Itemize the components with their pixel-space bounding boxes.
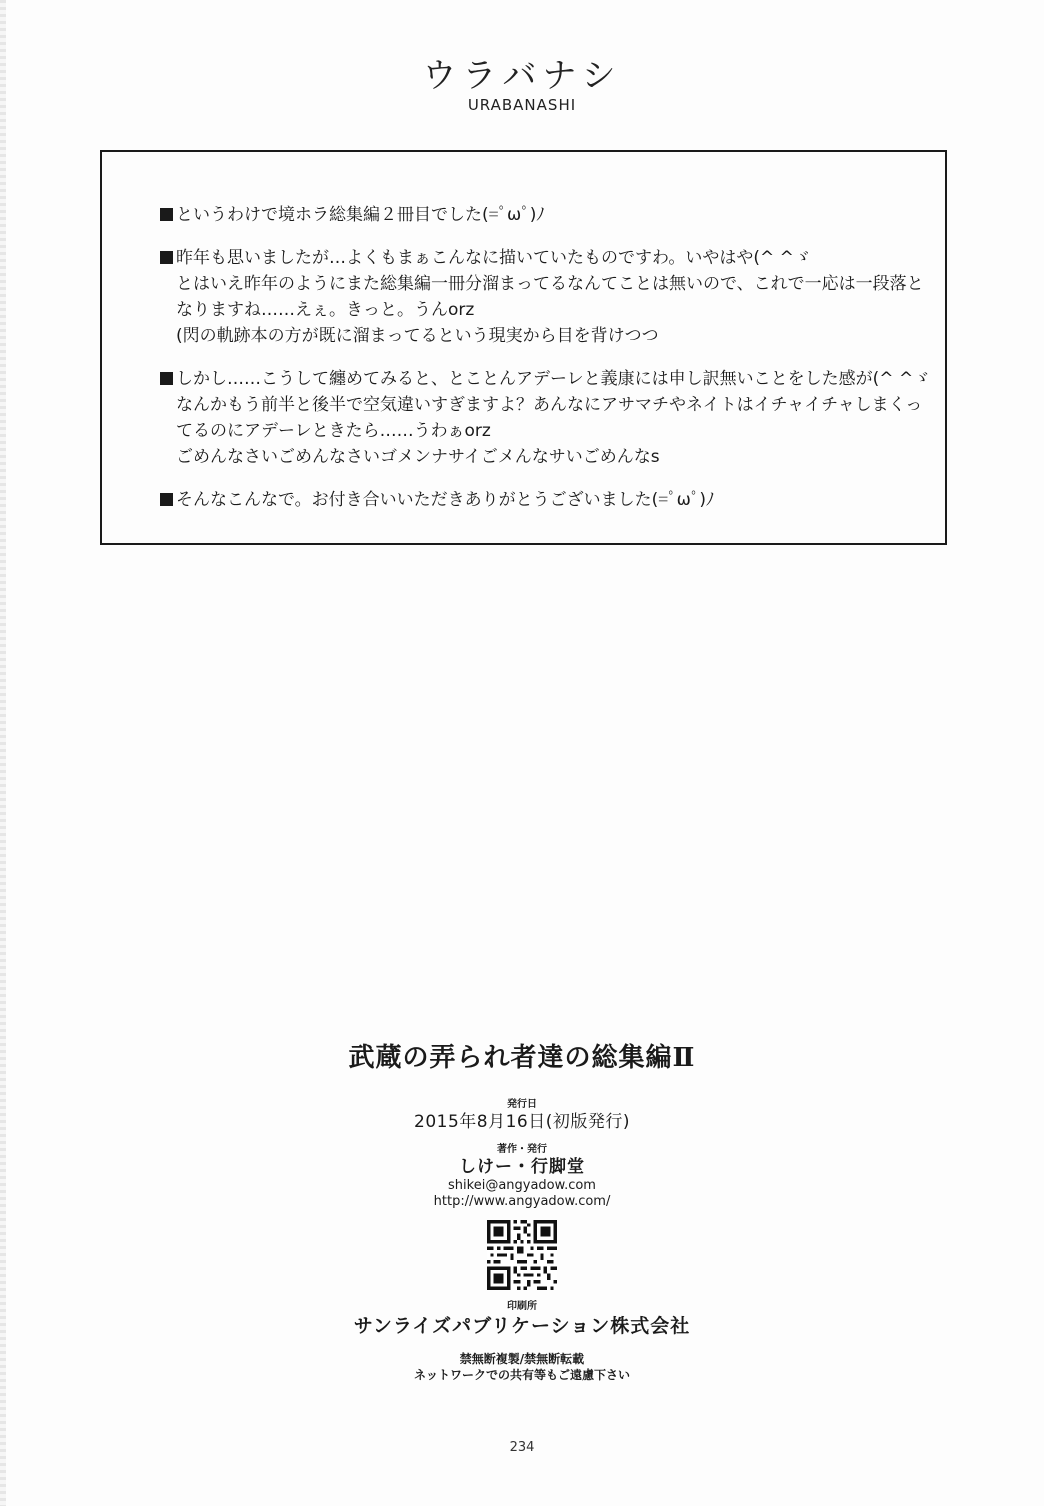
printer-block (0, 1300, 1044, 1339)
afterword-line: 昨年も思いましたが…よくもまぁこんなに描いていたものですわ。いやはや(^ ^ゞ (176, 248, 811, 268)
afterword-item-1 (160, 202, 920, 228)
issue-date: 2015年8月16日(初版発行) (414, 1112, 630, 1132)
afterword-list (160, 202, 931, 530)
afterword-box (100, 150, 947, 545)
afterword-item-2 (160, 245, 924, 349)
page-number: 234 (509, 1440, 535, 1455)
afterword-line: (閃の軌跡本の方が既に溜まってるという現実から目を背けつつ (176, 326, 659, 346)
afterword-line: なりますね……えぇ。きっと。うんorz (176, 300, 475, 320)
header-title-jp: ウラバナシ (422, 56, 622, 96)
afterword-line: しかし……こうして纏めてみると、とことんアデーレと義康には申し訳無いことをした感が(^ ^ゞ (176, 369, 931, 389)
author-email[interactable]: shikei@angyadow.com (448, 1178, 596, 1193)
header (0, 58, 1044, 114)
author-name: しけー・行脚堂 (459, 1157, 585, 1177)
header-title-en: URABANASHI (467, 96, 577, 114)
afterword-line: そんなこんなで。お付き合いいただきありがとうございました(=ﾟωﾟ)ﾉ (176, 490, 715, 510)
issue-block (0, 1098, 1044, 1133)
printer-label: 印刷所 (507, 1301, 537, 1312)
book-title: 武蔵の弄られ者達の総集編Ⅱ (348, 1043, 696, 1073)
notices-block (0, 1351, 1044, 1383)
afterword-line: というわけで境ホラ総集編２冊目でした(=ﾟωﾟ)ﾉ (176, 205, 545, 225)
bullet-square-icon (160, 493, 173, 506)
colophon (0, 1040, 1044, 1383)
bullet-square-icon (160, 372, 173, 385)
printer-name: サンライズパブリケーション株式会社 (353, 1315, 691, 1337)
afterword-item-4 (160, 487, 920, 513)
bullet-square-icon (160, 251, 173, 264)
notice-reproduction: 禁無断複製/禁無断転載 (459, 1352, 585, 1366)
notice-sharing: ネットワークでの共有等もご遠慮下さい (413, 1368, 630, 1382)
afterword-line: てるのにアデーレときたら……うわぁorz (176, 421, 491, 441)
issue-label: 発行日 (507, 1099, 537, 1110)
afterword-item-3 (160, 366, 931, 470)
afterword-line: なんかもう前半と後半で空気違いすぎますよ？あんなにアサマチやネイトはイチャイチャしまくっ (176, 395, 923, 415)
author-url[interactable]: http://www.angyadow.com/ (433, 1194, 611, 1209)
bullet-square-icon (160, 208, 173, 221)
afterword-line: とはいえ昨年のようにまた総集編一冊分溜まってるなんてことは無いので、これで一応は一段落と (176, 274, 924, 294)
afterword-line: ごめんなさいごめんなさいゴメンナサイごメんなサいごめんなs (176, 447, 660, 467)
author-block (0, 1143, 1044, 1210)
qr-code-icon (487, 1220, 557, 1290)
author-label: 著作・発行 (497, 1144, 547, 1155)
